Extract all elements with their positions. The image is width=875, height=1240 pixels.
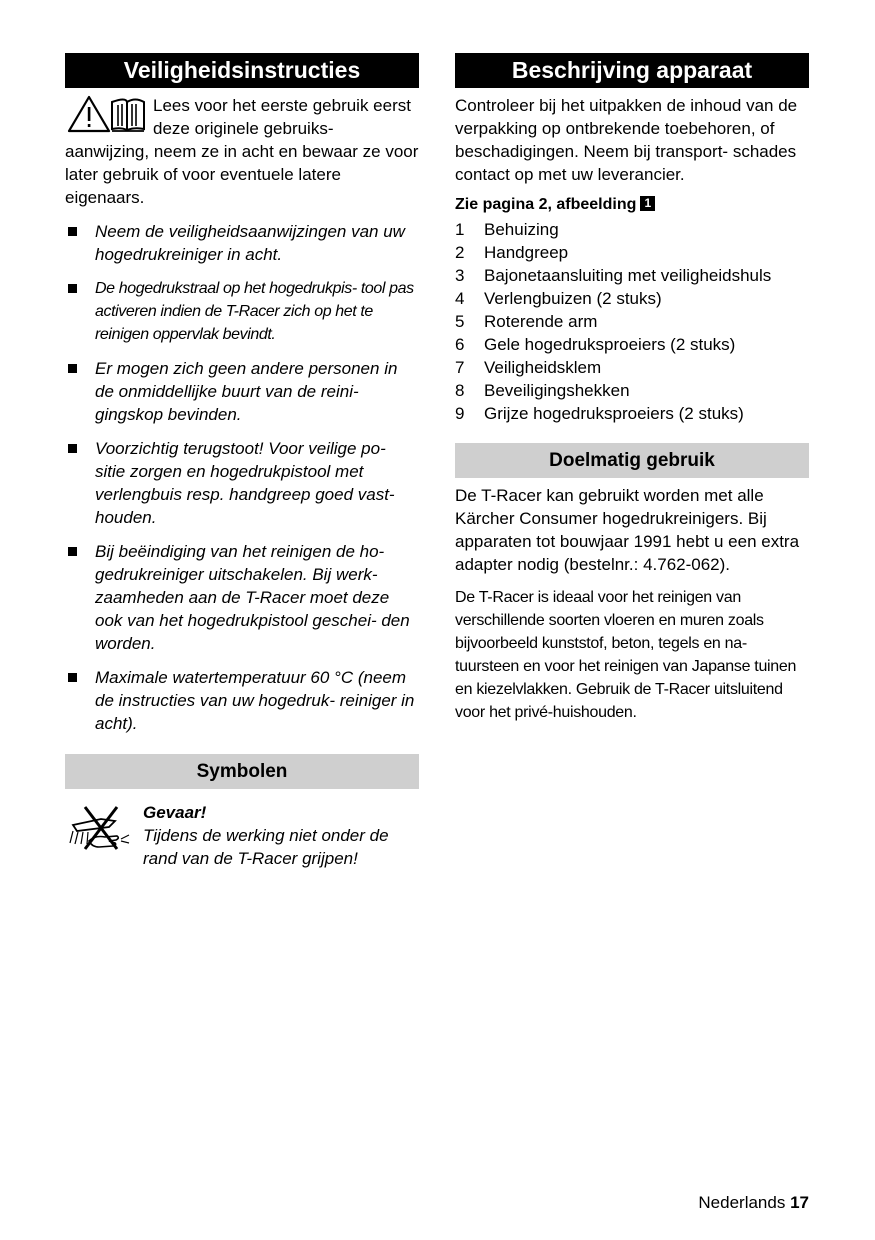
parts-list-item [455, 287, 809, 310]
parts-list-item [455, 333, 809, 356]
right-column [455, 53, 809, 724]
parts-list [455, 218, 809, 425]
danger-symbol-text [143, 801, 419, 870]
warning-manual-icon [65, 94, 147, 134]
left-column [65, 53, 419, 870]
part-number: 9 [455, 404, 465, 423]
figure-number-badge: 1 [640, 196, 655, 211]
parts-list-item [455, 264, 809, 287]
footer-language: Nederlands [698, 1193, 786, 1212]
intended-use-paragraph-1: De T-Racer kan gebruikt worden met alle Kärcher Consumer hogedrukreinigers. Bij apparaten tot bouwjaar 1991 hebt u een extra adapter nodig (bestelnr.: 4.762-062). [455, 486, 800, 574]
part-number: 4 [455, 289, 465, 308]
part-number: 7 [455, 358, 465, 377]
parts-list-item [455, 356, 809, 379]
parts-list-item [455, 310, 809, 333]
safety-bullet-list [65, 220, 419, 735]
part-number: 5 [455, 312, 465, 331]
part-number: 2 [455, 243, 465, 262]
safety-bullet: Neem de veiligheidsaanwijzingen van uw hogedrukreiniger in acht. [65, 220, 419, 266]
part-label: Grijze hogedruksproeiers (2 stuks) [484, 404, 744, 423]
parts-list-item [455, 241, 809, 264]
parts-list-item [455, 402, 809, 425]
parts-list-item [455, 379, 809, 402]
part-number: 8 [455, 381, 465, 400]
safety-bullet: Voorzichtig terugstoot! Voor veilige po- sitie zorgen en hogedrukpistool met verlengbuis resp. handgreep goed vast- houden. [65, 437, 419, 529]
safety-header: Veiligheidsinstructies [65, 53, 419, 88]
safety-bullet: Bij beëindiging van het reinigen de ho- gedrukreiniger uitschakelen. Bij werk- zaamheden aan de T-Racer moet deze ook van het hogedrukpistool geschei- den worden. [65, 540, 419, 655]
part-number: 1 [455, 220, 465, 239]
part-label: Beveiligingshekken [484, 381, 630, 400]
page-footer [698, 1193, 809, 1213]
safety-bullet: Er mogen zich geen andere personen in de onmiddellijke buurt van de reini- gingskop bevinden. [65, 357, 419, 426]
danger-title: Gevaar! [143, 803, 207, 822]
device-intro-text: Controleer bij het uitpakken de inhoud van de verpakking op ontbrekende toebehoren, of beschadigingen. Neem bij transport- schades contact op met uw leverancier. [455, 96, 798, 184]
danger-description: Tijdens de werking niet onder de rand van de T-Racer grijpen! [143, 826, 389, 868]
part-label: Behuizing [484, 220, 559, 239]
part-label: Roterende arm [484, 312, 598, 331]
part-number: 6 [455, 335, 465, 354]
part-label: Handgreep [484, 243, 569, 262]
part-label: Verlengbuizen (2 stuks) [484, 289, 662, 308]
intended-use-header: Doelmatig gebruik [455, 443, 809, 478]
safety-bullet: Maximale watertemperatuur 60 °C (neem de instructies van uw hogedruk- reiniger in acht). [65, 666, 419, 735]
safety-intro-block [65, 94, 419, 209]
danger-symbol-row [65, 801, 419, 870]
device-description-header: Beschrijving apparaat [455, 53, 809, 88]
page-number: 17 [790, 1193, 809, 1212]
intended-use-paragraph-2: De T-Racer is ideaal voor het reinigen van verschillende soorten vloeren en muren zoals bijvoorbeeld kunststof, beton, tegels en na- tuursteen en voor het reinigen van Japanse tuinen en kiezelvlakken. Gebruik de T-Racer uitsluitend voor het privé-huishouden. [455, 589, 797, 721]
parts-list-item [455, 218, 809, 241]
figure-reference-text: Zie pagina 2, afbeelding [455, 196, 637, 213]
part-label: Bajonetaansluiting met veiligheidshuls [484, 266, 772, 285]
symbols-header: Symbolen [65, 754, 419, 789]
figure-reference [455, 193, 809, 216]
no-hand-under-rim-icon [65, 803, 131, 853]
safety-intro-text: Lees voor het eerste gebruik eerst deze originele gebruiks- aanwijzing, neem ze in acht en bewaar ze voor later gebruik of voor eventuele latere eigenaars. [65, 96, 419, 207]
safety-bullet: De hogedrukstraal op het hogedrukpis- tool pas activeren indien de T-Racer zich op het te reinigen oppervlak bevindt. [65, 277, 419, 346]
part-number: 3 [455, 266, 465, 285]
part-label: Veiligheidsklem [484, 358, 602, 377]
part-label: Gele hogedruksproeiers (2 stuks) [484, 335, 736, 354]
